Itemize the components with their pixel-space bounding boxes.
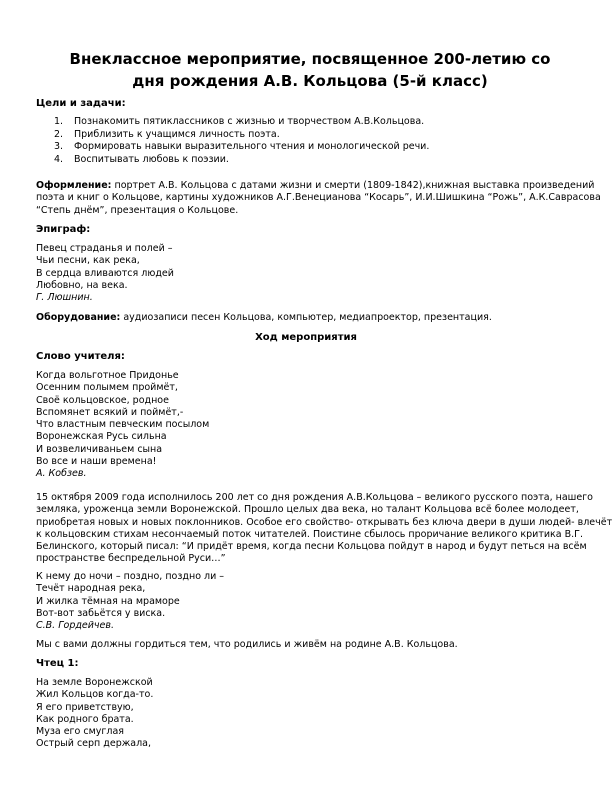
poem-reader-1: На земле Воронежской Жил Кольцов когда-то. Я его приветствую, Как родного брата. Муза его смуглая Острый серп держала, — [36, 677, 154, 750]
epigraph-heading: Эпиграф: — [36, 224, 91, 235]
title-line-1: Внеклассное мероприятие, посвященное 200-летию со — [69, 50, 551, 68]
goal-item: 3. Формировать навыки выразительного чтения и монологической речи. — [54, 141, 430, 152]
closing-paragraph: Мы с вами должны гордиться тем, что родились и живём на родине А.В. Кольцова. — [36, 639, 458, 650]
title-line-2: дня рождения А.В. Кольцова (5-й класс) — [132, 72, 488, 90]
decor-label: Оформление: — [36, 180, 112, 191]
goals-heading: Цели и задачи: — [36, 98, 126, 109]
teacher-heading: Слово учителя: — [36, 351, 125, 362]
equipment-label: Оборудование: — [36, 312, 121, 323]
poem-gordeychev: К нему до ночи – поздно, поздно ли – Течёт народная река, И жилка тёмная на мраморе Вот-вот забьётся у виска. С.В. Гордейчев. — [36, 571, 582, 632]
poem-gordeychev-author: С.В. Гордейчев. — [36, 620, 115, 632]
goal-item: 2. Приблизить к учащимся личность поэта. — [54, 128, 280, 140]
epigraph-poem: Певец страданья и полей – Чьи песни, как река, В сердца вливаются людей Любовно, на века. Г. Люшнин. — [36, 243, 582, 304]
poem-kobzev-author: А. Кобзев. — [36, 468, 87, 480]
equipment-paragraph: Оборудование: аудиозаписи песен Кольцова, компьютер, медиапроектор, презентация. — [36, 312, 492, 323]
epigraph-author: Г. Люшнин. — [36, 292, 93, 304]
goal-item: 4. Воспитывать любовь к поэзии. — [54, 153, 229, 165]
poem-kobzev: Когда вольготное Придонье Осенним полымем проймёт, Своё кольцовское, родное Вспомянет всякий и поймёт,- Что властным певческим посылом Воронежская Русь сильна И возвеличиваньем сына Во все и наши времена! А. Кобзев. — [36, 370, 582, 481]
goals-list — [54, 116, 429, 166]
goal-item: 1. Познакомить пятиклассников с жизнью и творчеством А.В.Кольцова. — [54, 116, 425, 127]
anniversary-paragraph: 15 октября 2009 года исполнилось 200 лет со дня рождения А.В.Кольцова – великого русского поэта, нашего земляка, уроженца земли Воронежской. Прошло целых два века, но талант Кольцова всё более молодеет, приобретая новых и новых поклонников. Особое его свойство- открывать без ключа двери в души людей- влечёт к кольцовским стихам несончаемый поток читателей. Поистине сбылось проричание великого критика В.Г. Белинского, который писал: “И придёт время, когда песни Кольцова пойдут в народ и будут петься на всём пространстве беспредельной Руси…” — [36, 492, 612, 565]
document-title — [36, 48, 584, 92]
decor-paragraph: Оформление: портрет А.В. Кольцова с датами жизни и смерти (1809-1842),книжная выставка произведений поэта и книг о Кольцове, картины художников А.Г.Венецианова “Косарь”, И.И.Шишкина “Рожь”, А.К.Саврасова “Степь днём”, презентация о Кольцове. — [36, 180, 601, 216]
event-heading: Ход мероприятия — [255, 332, 357, 343]
reader-heading: Чтец 1: — [36, 658, 79, 669]
